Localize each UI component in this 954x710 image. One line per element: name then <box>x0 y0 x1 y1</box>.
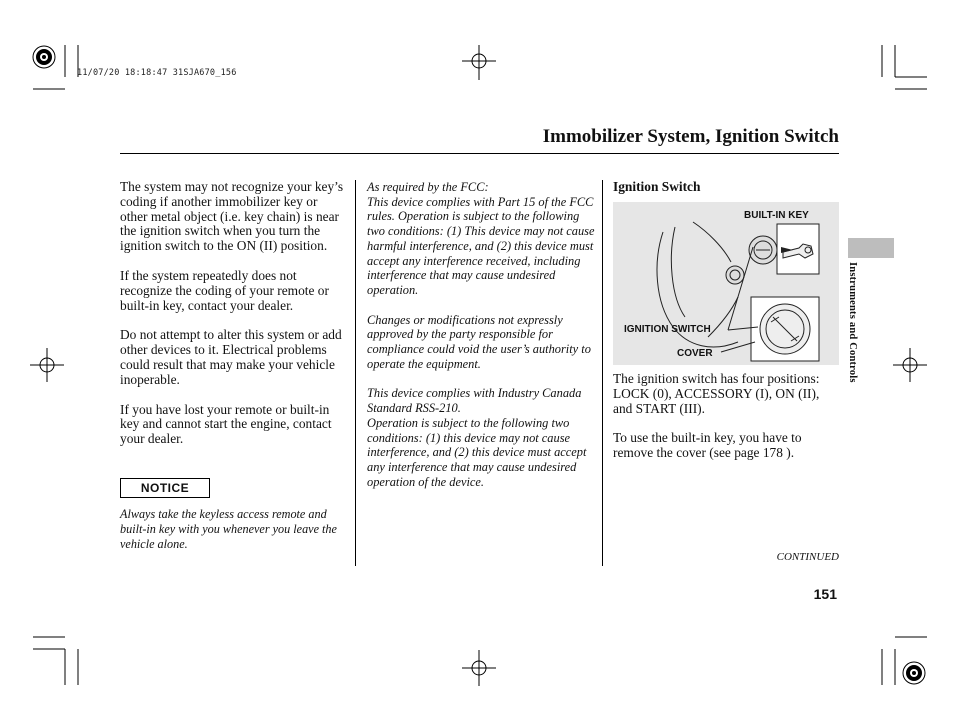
notice-text: Always take the keyless access remote and built-in key with you whenever you leave the vehicle alone. <box>120 507 337 551</box>
paragraph: The system may not recognize your key’s coding if another immobilizer key or other metal object (i.e. key chain) is near the ignition switch when you turn the ignition switch to the ON (II) position. <box>120 179 344 254</box>
column-divider <box>355 180 356 566</box>
paragraph: Do not attempt to alter this system or add other devices to it. Electrical problems could result that may make your vehicle inoperable. <box>120 327 342 387</box>
canada-compliance: This device complies with Industry Canada Standard RSS-210. <box>367 386 582 416</box>
column-2 <box>367 180 595 504</box>
notice-badge: NOTICE <box>120 478 210 498</box>
title-rule <box>120 153 839 154</box>
callout-ignition-switch: IGNITION SWITCH <box>624 324 711 335</box>
paragraph: If the system repeatedly does not recognize the coding of your remote or built-in key, contact your dealer. <box>120 267 329 313</box>
column-divider <box>602 180 603 566</box>
paragraph: If you have lost your remote or built-in key and cannot start the engine, contact your dealer. <box>120 401 332 447</box>
callout-built-in-key: BUILT-IN KEY <box>744 210 809 221</box>
section-tab <box>848 238 894 258</box>
canada-conditions: Operation is subject to the following two conditions: (1) this device may not cause interference, and (2) this device must accept any interference that may cause undesired operation of the device. <box>367 415 587 489</box>
paragraph: The ignition switch has four positions: LOCK (0), ACCESSORY (I), ON (II), and START (III). <box>613 371 820 416</box>
changes-warning: Changes or modifications not expressly approved by the party responsible for compliance could void the user’s authority to operate the equipment. <box>367 312 591 371</box>
column-1 <box>120 180 348 462</box>
side-label-text: Instruments and Controls <box>847 262 858 383</box>
page-number: 151 <box>813 586 837 602</box>
callout-cover: COVER <box>677 348 713 359</box>
column-3-text <box>613 372 839 476</box>
paragraph: To use the built-in key, you have to remove the cover (see page 178 ). <box>613 430 802 461</box>
fcc-body: This device complies with Part 15 of the FCC rules. Operation is subject to the following two conditions: (1) This device may not cause harmful interference, and (2) this device must accept any interference received, including interference that may cause undesired operation. <box>367 194 595 297</box>
continued-label: CONTINUED <box>776 551 839 563</box>
ignition-switch-figure <box>613 202 839 365</box>
section-side-label <box>847 262 861 412</box>
print-job-info: 11/07/20 18:18:47 31SJA670_156 <box>77 68 237 78</box>
ignition-illustration <box>613 202 839 365</box>
page-title: Immobilizer System, Ignition Switch <box>542 126 839 147</box>
fcc-intro: As required by the FCC: <box>367 180 489 194</box>
section-heading: Ignition Switch <box>613 179 701 194</box>
column-3 <box>613 180 839 200</box>
